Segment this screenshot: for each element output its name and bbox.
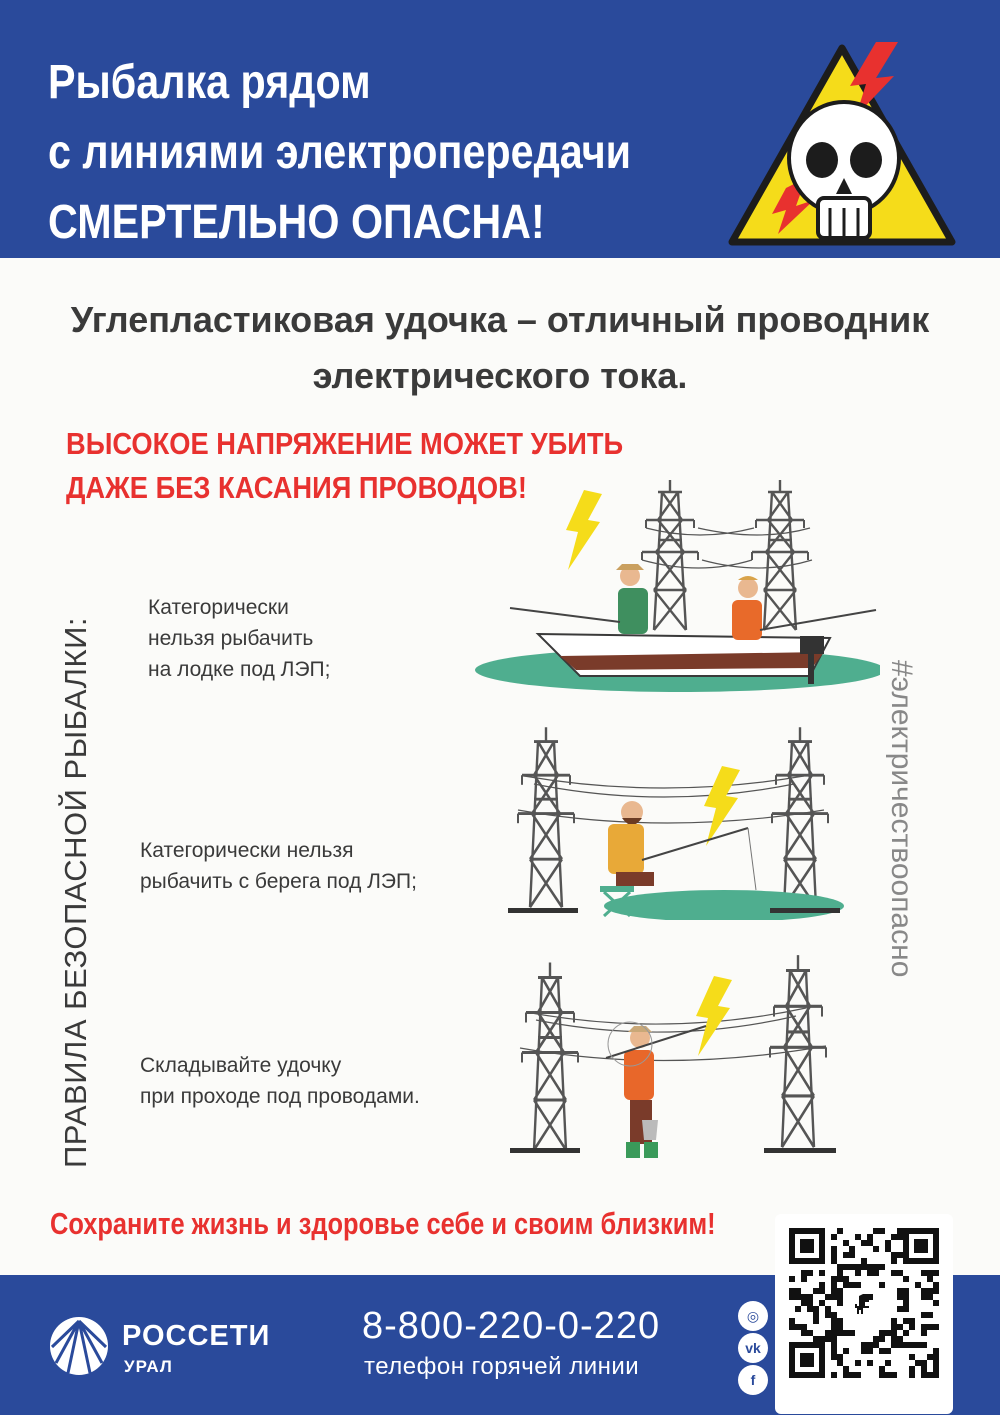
subtitle-line: Углепластиковая удочка – отличный проводник: [70, 299, 930, 340]
slogan: Сохраните жизнь и здоровье себе и своим близким!: [50, 1206, 716, 1241]
boat-fishermen-under-power-line-illustration: [460, 480, 880, 700]
rule-shore: [140, 835, 417, 897]
skull-high-voltage-warning-icon: [726, 38, 958, 248]
header-banner: [0, 0, 1000, 258]
brand-name: РОССЕТИ: [122, 1320, 271, 1352]
hotline-caption: телефон горячей линии: [364, 1353, 640, 1380]
title-line: с линиями электропередачи: [48, 126, 632, 179]
rule-line: нельзя рыбачить: [148, 627, 314, 650]
title-line: Рыбалка рядом: [48, 56, 371, 109]
title-line: СМЕРТЕЛЬНО ОПАСНА!: [48, 196, 545, 249]
rule-line: на лодке под ЛЭП;: [148, 658, 331, 681]
subtitle-line: электрического тока.: [312, 355, 688, 396]
hashtag: #электричествоопасно: [885, 660, 918, 978]
poster-title: [48, 48, 631, 258]
conductor-warning-text: [40, 292, 960, 404]
rules-heading: ПРАВИЛА БЕЗОПАСНОЙ РЫБАЛКИ:: [58, 617, 93, 1168]
instagram-icon: ◎: [738, 1301, 768, 1331]
facebook-icon: f: [738, 1365, 768, 1395]
alert-line: ВЫСОКОЕ НАПРЯЖЕНИЕ МОЖЕТ УБИТЬ: [66, 426, 624, 461]
rule-line: рыбачить с берега под ЛЭП;: [140, 870, 417, 893]
rule-boat: [148, 592, 331, 685]
rule-fold-rod: [140, 1050, 420, 1112]
rule-line: при проходе под проводами.: [140, 1085, 420, 1108]
vk-icon: vk: [738, 1333, 768, 1363]
walking-fisherman-under-power-line-illustration: [506, 950, 846, 1170]
dino-icon: [849, 1290, 879, 1318]
alert-line: ДАЖЕ БЕЗ КАСАНИЯ ПРОВОДОВ!: [66, 470, 527, 505]
rule-line: Складывайте удочку: [140, 1054, 342, 1077]
qr-code: [789, 1228, 939, 1378]
rule-line: Категорически: [148, 596, 289, 619]
hotline-phone: 8-800-220-0-220: [362, 1305, 661, 1347]
brand-region: УРАЛ: [124, 1357, 173, 1376]
rule-line: Категорически нельзя: [140, 839, 354, 862]
shore-fisherman-under-power-line-illustration: [504, 720, 844, 920]
qr-code-card: [775, 1214, 953, 1414]
rosseti-logo-icon: [48, 1315, 110, 1377]
